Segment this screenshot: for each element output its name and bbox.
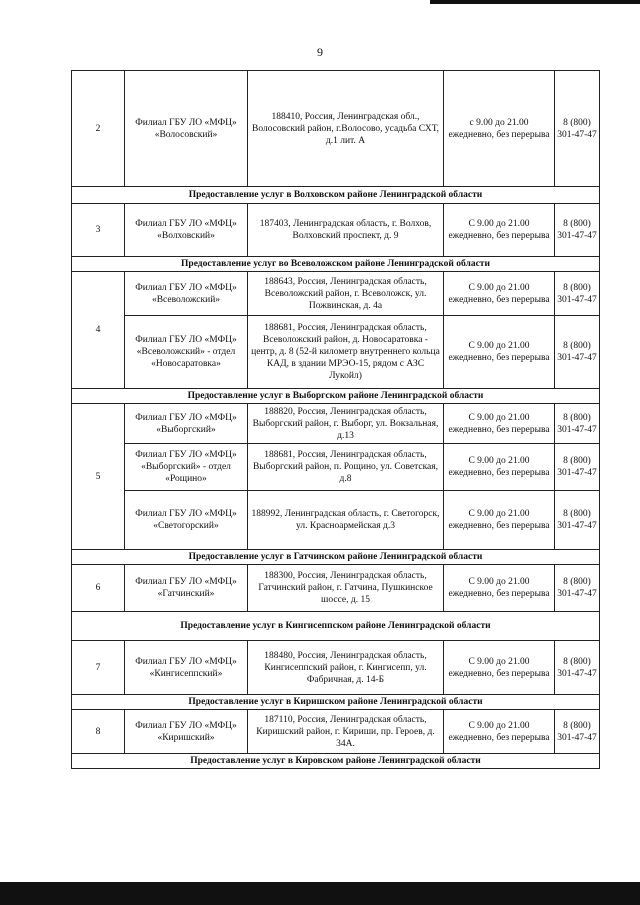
branch-address: 188681, Россия, Ленинградская область, Всеволожский район, д. Новосаратовка - центр, д. 8 (52-й километр внутреннего кольца КАД, в здании МРЭО-15, рядом с АЗС Лукойл) xyxy=(248,316,444,389)
section-heading-kingisepp: Предоставление услуг в Кингисеппском районе Ленинградской области xyxy=(72,612,600,641)
branch-address: 188410, Россия, Ленинградская обл., Волосовский район, г.Волосово, усадьба СХТ, д.1 лит. А xyxy=(248,71,444,187)
table-row xyxy=(72,491,600,550)
section-heading-volkhov: Предоставление услуг в Волховском районе Ленинградской области xyxy=(72,187,600,204)
section-row xyxy=(72,754,600,769)
branch-phone: 8 (800) 301-47-47 xyxy=(555,444,600,491)
row-number: 7 xyxy=(72,641,125,695)
branch-phone: 8 (800) 301-47-47 xyxy=(555,71,600,187)
branch-address: 187110, Россия, Ленинградская область, Киришский район, г. Кириши, пр. Героев, д. 34А. xyxy=(248,710,444,754)
branch-hours: С 9.00 до 21.00 ежедневно, без перерыва xyxy=(444,641,555,695)
section-heading-vyborg: Предоставление услуг в Выборгском районе Ленинградской области xyxy=(72,389,600,404)
branch-hours: С 9.00 до 21.00 ежедневно, без перерыва xyxy=(444,404,555,444)
branch-hours: с 9.00 до 21.00 ежедневно, без перерыва xyxy=(444,71,555,187)
branch-phone: 8 (800) 301-47-47 xyxy=(555,272,600,316)
branch-phone: 8 (800) 301-47-47 xyxy=(555,491,600,550)
branch-hours: С 9.00 до 21.00 ежедневно, без перерыва xyxy=(444,491,555,550)
table-row xyxy=(72,71,600,187)
row-number: 8 xyxy=(72,710,125,754)
section-row xyxy=(72,695,600,710)
section-row xyxy=(72,550,600,565)
row-number: 3 xyxy=(72,204,125,257)
section-heading-gatchina: Предоставление услуг в Гатчинском районе Ленинградской области xyxy=(72,550,600,565)
section-heading-vsevolozhsk: Предоставление услуг во Всеволожском районе Ленинградской области xyxy=(72,257,600,272)
row-number: 5 xyxy=(72,404,125,550)
section-row xyxy=(72,187,600,204)
scan-bottom-edge xyxy=(0,882,640,905)
branch-address: 188820, Россия, Ленинградская область, Выборгский район, г. Выборг, ул. Вокзальная, д.13 xyxy=(248,404,444,444)
page-number: 9 xyxy=(317,45,323,59)
table-row xyxy=(72,204,600,257)
section-row xyxy=(72,257,600,272)
branch-name: Филиал ГБУ ЛО «МФЦ» «Киришский» xyxy=(125,710,248,754)
section-heading-kirishi: Предоставление услуг в Киришском районе Ленинградской области xyxy=(72,695,600,710)
branch-name: Филиал ГБУ ЛО «МФЦ» «Светогорский» xyxy=(125,491,248,550)
branch-name: Филиал ГБУ ЛО «МФЦ» «Выборгский» - отдел «Рощино» xyxy=(125,444,248,491)
branch-hours: С 9.00 до 21.00 ежедневно, без перерыва xyxy=(444,316,555,389)
branch-hours: С 9.00 до 21.00 ежедневно, без перерыва xyxy=(444,204,555,257)
branch-hours: С 9.00 до 21.00 ежедневно, без перерыва xyxy=(444,710,555,754)
table-row xyxy=(72,404,600,444)
table-row xyxy=(72,316,600,389)
branch-hours: С 9.00 до 21.00 ежедневно, без перерыва xyxy=(444,272,555,316)
branch-hours: С 9.00 до 21.00 ежедневно, без перерыва xyxy=(444,444,555,491)
branch-phone: 8 (800) 301-47-47 xyxy=(555,204,600,257)
table-row xyxy=(72,565,600,612)
branch-name: Филиал ГБУ ЛО «МФЦ» «Волосовский» xyxy=(125,71,248,187)
branch-address: 187403, Ленинградская область, г. Волхов, Волховский проспект, д. 9 xyxy=(248,204,444,257)
section-heading-kirovsk: Предоставление услуг в Кировском районе Ленинградской области xyxy=(72,754,600,769)
branch-phone: 8 (800) 301-47-47 xyxy=(555,641,600,695)
branch-name: Филиал ГБУ ЛО «МФЦ» «Всеволожский» - отдел «Новосаратовка» xyxy=(125,316,248,389)
table-row xyxy=(72,641,600,695)
row-number: 2 xyxy=(72,71,125,187)
branches-table xyxy=(71,70,600,769)
row-number: 4 xyxy=(72,272,125,389)
branch-name: Филиал ГБУ ЛО «МФЦ» «Волховский» xyxy=(125,204,248,257)
table-row xyxy=(72,444,600,491)
branch-address: 188643, Россия, Ленинградская область, Всеволожский район, г. Всеволожск, ул. Пожвинская, д. 4а xyxy=(248,272,444,316)
branch-address: 188992, Ленинградская область, г. Светогорск, ул. Красноармейская д.3 xyxy=(248,491,444,550)
branch-address: 188480, Россия, Ленинградская область, Кингисеппский район, г. Кингисепп, ул. Фабричная, д. 14-Б xyxy=(248,641,444,695)
branch-phone: 8 (800) 301-47-47 xyxy=(555,565,600,612)
branch-phone: 8 (800) 301-47-47 xyxy=(555,710,600,754)
table-row xyxy=(72,710,600,754)
row-number: 6 xyxy=(72,565,125,612)
branch-address: 188681, Россия, Ленинградская область, Выборгский район, п. Рощино, ул. Советская, д.8 xyxy=(248,444,444,491)
branch-hours: С 9.00 до 21.00 ежедневно, без перерыва xyxy=(444,565,555,612)
branch-name: Филиал ГБУ ЛО «МФЦ» «Гатчинский» xyxy=(125,565,248,612)
scan-corner-mark xyxy=(430,0,640,4)
section-row xyxy=(72,612,600,641)
branch-phone: 8 (800) 301-47-47 xyxy=(555,404,600,444)
branch-name: Филиал ГБУ ЛО «МФЦ» «Всеволожский» xyxy=(125,272,248,316)
branch-phone: 8 (800) 301-47-47 xyxy=(555,316,600,389)
branch-address: 188300, Россия, Ленинградская область, Гатчинский район, г. Гатчина, Пушкинское шоссе, д. 15 xyxy=(248,565,444,612)
branch-name: Филиал ГБУ ЛО «МФЦ» «Кингисеппский» xyxy=(125,641,248,695)
table-row xyxy=(72,272,600,316)
branch-name: Филиал ГБУ ЛО «МФЦ» «Выборгский» xyxy=(125,404,248,444)
section-row xyxy=(72,389,600,404)
